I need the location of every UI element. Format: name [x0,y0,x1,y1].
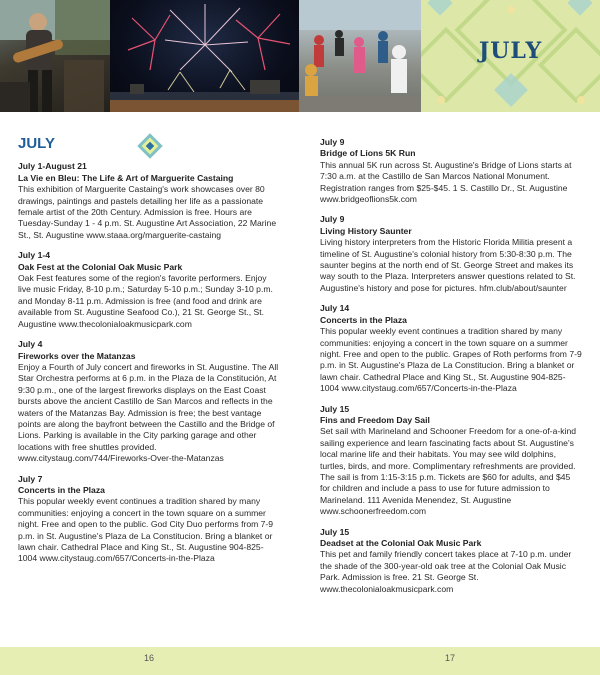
event-title: Concerts in the Plaza [320,314,407,325]
diamond-emblem-icon [137,133,163,159]
event-title: Oak Fest at the Colonial Oak Music Park [18,261,183,272]
right-column [320,137,582,604]
event-item [320,303,582,394]
event-date: July 4 [18,339,43,350]
event-description: This exhibition of Marguerite Castaing's work showcases over 80 drawings, paintings and pastels detailing her life as a passionate female artist of the 20th Century. Admission is free. Hours are Tuesday-Sunday 1 - 4 p.m. St. Augustine Art Association, 22 Marine St., St. Augustine www.staaa.org/marguerite-castaing [18,184,277,240]
event-item [18,339,280,464]
event-item [320,527,582,595]
section-heading: JULY [18,135,55,152]
month-banner [421,0,600,112]
event-date: July 1-4 [18,250,51,261]
event-item [320,137,582,205]
event-title: La Vie en Bleu: The Life & Art of Marguerite Castaing [18,172,234,183]
event-title: Concerts in the Plaza [18,484,105,495]
page-number-left: 16 [144,653,155,663]
event-item [18,250,280,330]
event-description: This popular weekly event continues a tradition shared by many communities: enjoying a concert in the town square on a summer night. Free and open to the public. Grapes of Roth performs from 7-9 p.m. in St. Augustine's Plaza de La Constitucion. Bring a blanket or lawn chair. Cathedral Place and King St., St. Augustine 904-825-1004 www.citystaug.com/657/Concerts-in-the-Plaza [320,326,582,394]
event-title: Bridge of Lions 5K Run [320,148,416,159]
event-date: July 15 [320,403,350,414]
event-description: This popular weekly event continues a tradition shared by many communities: enjoying a concert in the town square on a summer night. Free and open to the public. God City Duo performs from 7-9 p.m. in St. Augustine's Plaza de La Constitucion. Bring a blanket or lawn chair. Cathedral Place and King St., St. Augustine 904-825-1004 www.citystaug.com/657/Concerts-in-the-Plaza [18,496,274,564]
photo-strip [0,0,421,112]
event-item [18,161,280,241]
banner-title: JULY [478,38,543,64]
guitarist-photo [0,0,110,112]
event-date: July 9 [320,137,345,147]
event-date: July 9 [320,214,345,225]
event-date: July 1-August 21 [18,161,87,172]
footer-bar [0,647,600,675]
fireworks-photo [110,0,299,112]
event-description: This pet and family friendly concert takes place at 7-10 p.m. under the shade of the 300-year-old oak tree at the Colonial Oak Music Park. Admission is free. 21 St. George St. www.thecolonialoakmusicpark.com [320,549,572,594]
event-date: July 7 [18,473,43,484]
event-description: Living history interpreters from the Historic Florida Militia present a timeline of St. Augustine's colonial history from 5:30-8:30 p.m. The saunter begins at the north end of St. George Street and makes its way south to the Plaza. Interpreters answer questions related to St. Augustine's history and pose for pictures. hfm.club/about/saunter [320,237,576,293]
event-item [18,474,280,565]
runners-photo [299,0,421,112]
event-description: Oak Fest features some of the region's favorite performers. Enjoy live music Friday, 8-10 p.m.; Saturday 5-10 p.m.; Sunday 3-10 p.m. and Monday 8-11 p.m. Admission is free (and food and drink are available from St. Augustine Seafood Co.), 21 St. George St., St. Augustine www.thecolonialoakmusicpark.com [18,273,273,329]
left-column [18,132,280,574]
event-item [320,214,582,294]
event-date: July 14 [320,303,350,314]
event-title: Fireworks over the Matanzas [18,350,136,361]
event-description: Set sail with Marineland and Schooner Freedom for a one-of-a-kind sailing experience and learn fascinating facts about St. Augustine's local marine life and their habitats. You may see wild dolphins, turtles, birds, and more. Complimentary refreshments are provided. The sail is from 1:15-3:15 p.m. Tickets are $60 for adults, and $45 for children and include a pass to use for future admission to Marineland. 111 Avenida Menendez, St. Augustine www.schoonerfreedom.com [320,426,577,517]
event-title: Deadset at the Colonial Oak Music Park [320,538,482,548]
event-description: Enjoy a Fourth of July concert and fireworks in St. Augustine. The All Star Orchestra performs at 6 p.m. in the Plaza de la Constitución, At 9:30 p.m., one of the largest fireworks displays on the East Coast bursts above the ancient Castillo de San Marcos and reflects in the waters of the Matanzas Bay. Admission is free; the best vantage points are along the bayfront between the Castillo and the Bridge of Lions. Parking is available in the City parking garage and other locations with free shuttles provided. www.citystaug.com/744/Fireworks-Over-the-Matanzas [18,361,279,464]
event-title: Fins and Freedom Day Sail [320,414,430,425]
event-title: Living History Saunter [320,225,412,236]
event-item [320,404,582,518]
event-date: July 15 [320,526,350,537]
event-description: This annual 5K run across St. Augustine's Bridge of Lions starts at 7:30 a.m. at the Castillo de San Marcos National Monument. Registration ranges from $25-$45. 1 S. Castillo Dr., St. Augustine www.bridgeoflions5k.com [320,159,572,205]
page-number-right: 17 [445,653,456,663]
